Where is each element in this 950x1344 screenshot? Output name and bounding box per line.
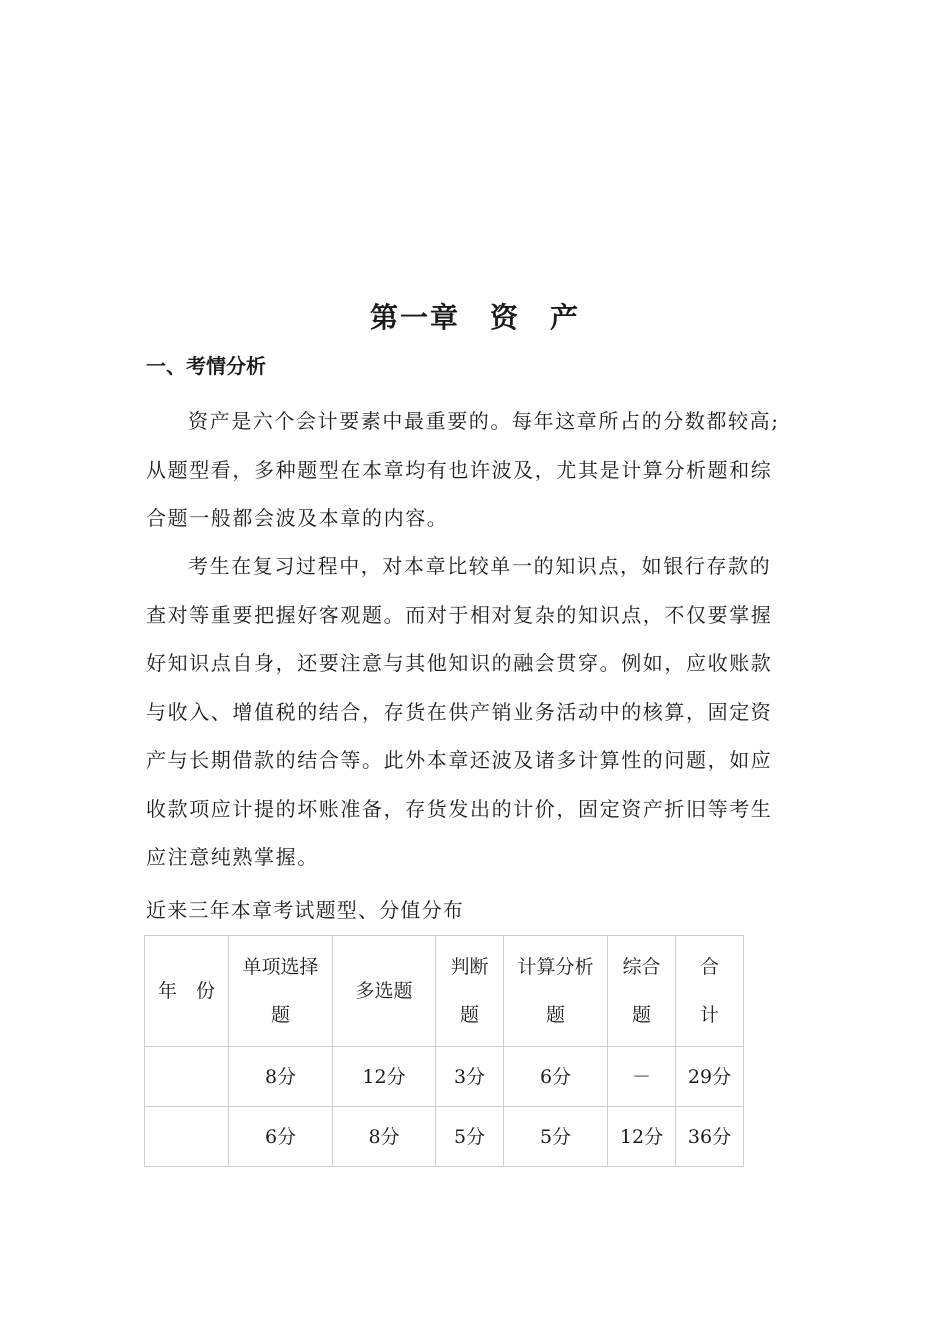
paragraph-line: 与收入、增值税的结合，存货在供产销业务活动中的核算，固定资 [146, 699, 773, 724]
paragraph-line: 合题一般都会波及本章的内容。 [146, 506, 449, 530]
table-row [145, 1047, 744, 1107]
header-cell-calculation [504, 936, 608, 1047]
header-text: 判断 [450, 956, 489, 978]
table-cell: 29分 [676, 1047, 744, 1107]
section-heading: 一、考情分析 [146, 354, 266, 378]
paragraph-line: 资产是六个会计要素中最重要的。每年这章所占的分数都较高; [188, 409, 780, 433]
paragraph-line: 好知识点自身，还要注意与其他知识的融会贯穿。例如，应收账款 [146, 651, 773, 675]
header-text: 计算分析 [517, 956, 594, 978]
header-cell-multi-choice [333, 936, 436, 1047]
table-cell: 12分 [608, 1107, 676, 1167]
header-cell-true-false [436, 936, 504, 1047]
paragraph-line: 考生在复习过程中，对本章比较单一的知识点，如银行存款的 [188, 554, 772, 578]
table-cell: 5分 [504, 1107, 608, 1167]
paragraph-line: 查对等重要把握好客观题。而对于相对复杂的知识点，不仅要掌握 [146, 602, 773, 627]
paragraph-line: 应注意纯熟掌握。 [146, 845, 319, 869]
table-cell: 8分 [229, 1047, 333, 1107]
paragraph-line: 从题型看，多种题型在本章均有也许波及，尤其是计算分析题和综 [146, 457, 773, 482]
header-text: 题 [631, 1004, 651, 1026]
table-cell: 5分 [436, 1107, 504, 1167]
paragraph-line: 收款项应计提的坏账准备，存货发出的计价，固定资产折旧等考生 [146, 796, 773, 821]
table-cell: － [608, 1047, 676, 1107]
table-cell [145, 1107, 229, 1167]
table-cell: 36分 [676, 1107, 744, 1167]
header-cell-year [145, 936, 229, 1047]
paragraph-line: 产与长期借款的结合等。此外本章还波及诸多计算性的问题，如应 [146, 748, 773, 772]
header-text: 合 [699, 956, 719, 978]
table-cell [145, 1047, 229, 1107]
table-cell: 12分 [333, 1047, 436, 1107]
table-cell: 6分 [504, 1047, 608, 1107]
table-header-row [145, 936, 744, 1047]
header-text: 多选题 [355, 980, 413, 1002]
paragraph-2 [146, 542, 796, 882]
header-text: 单项选择 [242, 956, 319, 978]
table-row [145, 1107, 744, 1167]
table-caption: 近来三年本章考试题型、分值分布 [146, 898, 464, 922]
header-cell-comprehensive [608, 936, 676, 1047]
chapter-title: 第一章 资 产 [369, 301, 580, 334]
header-text: 年 份 [157, 980, 215, 1002]
header-cell-total [676, 936, 744, 1047]
paragraph-1 [146, 397, 796, 543]
table-cell: 8分 [333, 1107, 436, 1167]
header-text: 题 [459, 1004, 479, 1026]
header-text: 题 [270, 1004, 290, 1026]
header-text: 题 [545, 1004, 565, 1026]
table-cell: 6分 [229, 1107, 333, 1167]
header-cell-single-choice [229, 936, 333, 1047]
header-text: 综合 [622, 956, 661, 978]
header-text: 计 [699, 1004, 719, 1026]
table-cell: 3分 [436, 1047, 504, 1107]
score-distribution-table [144, 935, 744, 1167]
